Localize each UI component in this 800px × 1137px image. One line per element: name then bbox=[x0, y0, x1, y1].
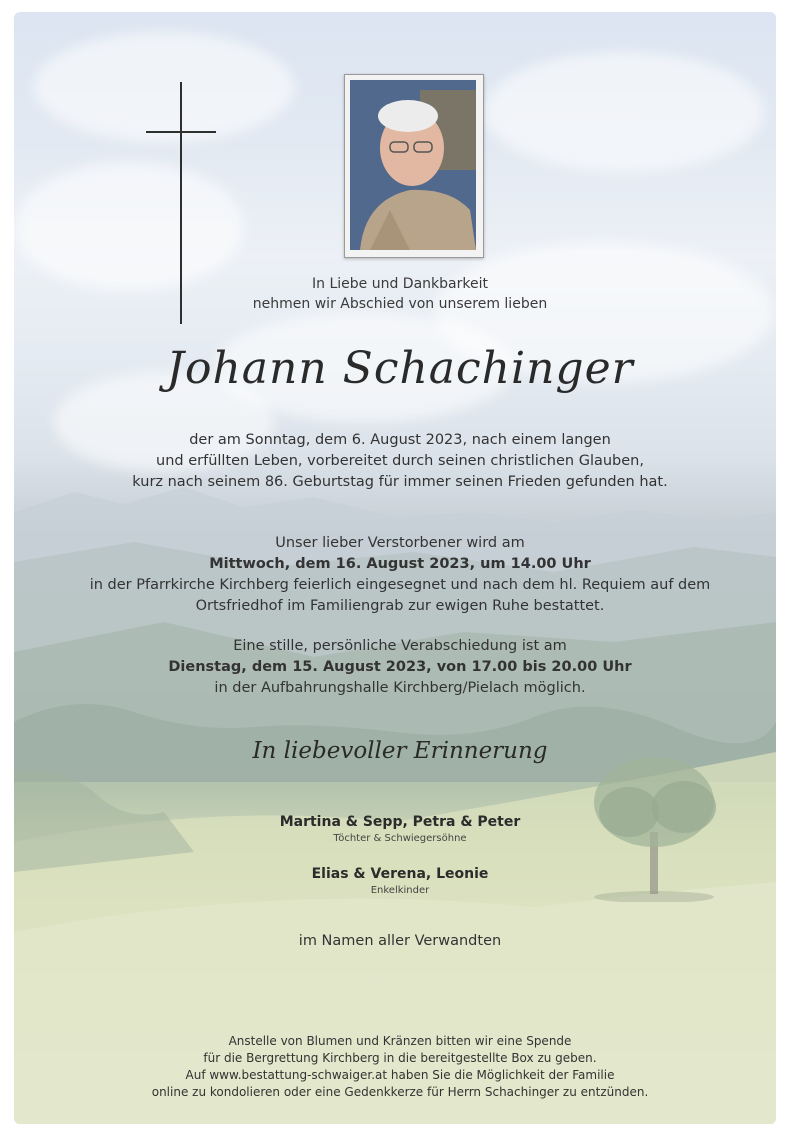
relatives-note: im Namen aller Verwandten bbox=[298, 933, 502, 949]
deceased-name: Johann Schachinger bbox=[166, 343, 634, 394]
portrait-frame bbox=[344, 74, 484, 258]
requiem-line-1: Unser lieber Verstorbener wird am bbox=[275, 535, 525, 551]
farewell-line-3: in der Aufbahrungshalle Kirchberg/Pielach möglich. bbox=[214, 680, 586, 696]
portrait-photo bbox=[350, 80, 476, 250]
farewell-date: Dienstag, dem 15. August 2023, von 17.00 bis 20.00 Uhr bbox=[168, 659, 632, 675]
passing-text bbox=[0, 430, 800, 493]
footer-line-3: Auf www.bestattung-schwaiger.at haben Sie die Möglichkeit der Familie bbox=[185, 1068, 615, 1082]
passing-line-3: kurz nach seinem 86. Geburtstag für immer seinen Frieden gefunden hat. bbox=[132, 474, 668, 490]
portrait-icon bbox=[350, 80, 476, 250]
family-names: Martina & Sepp, Petra & Peter bbox=[279, 814, 521, 830]
requiem-date: Mittwoch, dem 16. August 2023, um 14.00 Uhr bbox=[209, 556, 591, 572]
footer-line-4: online zu kondolieren oder eine Gedenkkerze für Herrn Schachinger zu entzünden. bbox=[151, 1085, 649, 1099]
requiem-line-4: Ortsfriedhof im Familiengrab zur ewigen Ruhe bestattet. bbox=[195, 598, 605, 614]
farewell-text bbox=[0, 636, 800, 699]
farewell-line-1: Eine stille, persönliche Verabschiedung ist am bbox=[233, 638, 567, 654]
memory-heading: In liebevoller Erinnerung bbox=[252, 738, 548, 764]
footer-text bbox=[0, 1033, 800, 1101]
family-group-1 bbox=[0, 814, 800, 844]
family-relation: Enkelkinder bbox=[370, 885, 430, 896]
requiem-line-3: in der Pfarrkirche Kirchberg feierlich eingesegnet und nach dem hl. Requiem auf dem bbox=[89, 577, 711, 593]
intro-text bbox=[0, 274, 800, 314]
intro-line-1: In Liebe und Dankbarkeit bbox=[312, 276, 488, 292]
cross-icon-bar bbox=[146, 131, 216, 133]
intro-line-2: nehmen wir Abschied von unserem lieben bbox=[252, 296, 548, 312]
passing-line-2: und erfüllten Leben, vorbereitet durch seinen christlichen Glauben, bbox=[156, 453, 644, 469]
footer-line-2: für die Bergrettung Kirchberg in die bereitgestellte Box zu geben. bbox=[203, 1051, 597, 1065]
requiem-text bbox=[0, 533, 800, 617]
passing-line-1: der am Sonntag, dem 6. August 2023, nach einem langen bbox=[189, 432, 611, 448]
footer-line-1: Anstelle von Blumen und Kränzen bitten wir eine Spende bbox=[228, 1034, 572, 1048]
family-group-2 bbox=[0, 866, 800, 896]
family-relation: Töchter & Schwiegersöhne bbox=[333, 833, 467, 844]
family-names: Elias & Verena, Leonie bbox=[311, 866, 489, 882]
